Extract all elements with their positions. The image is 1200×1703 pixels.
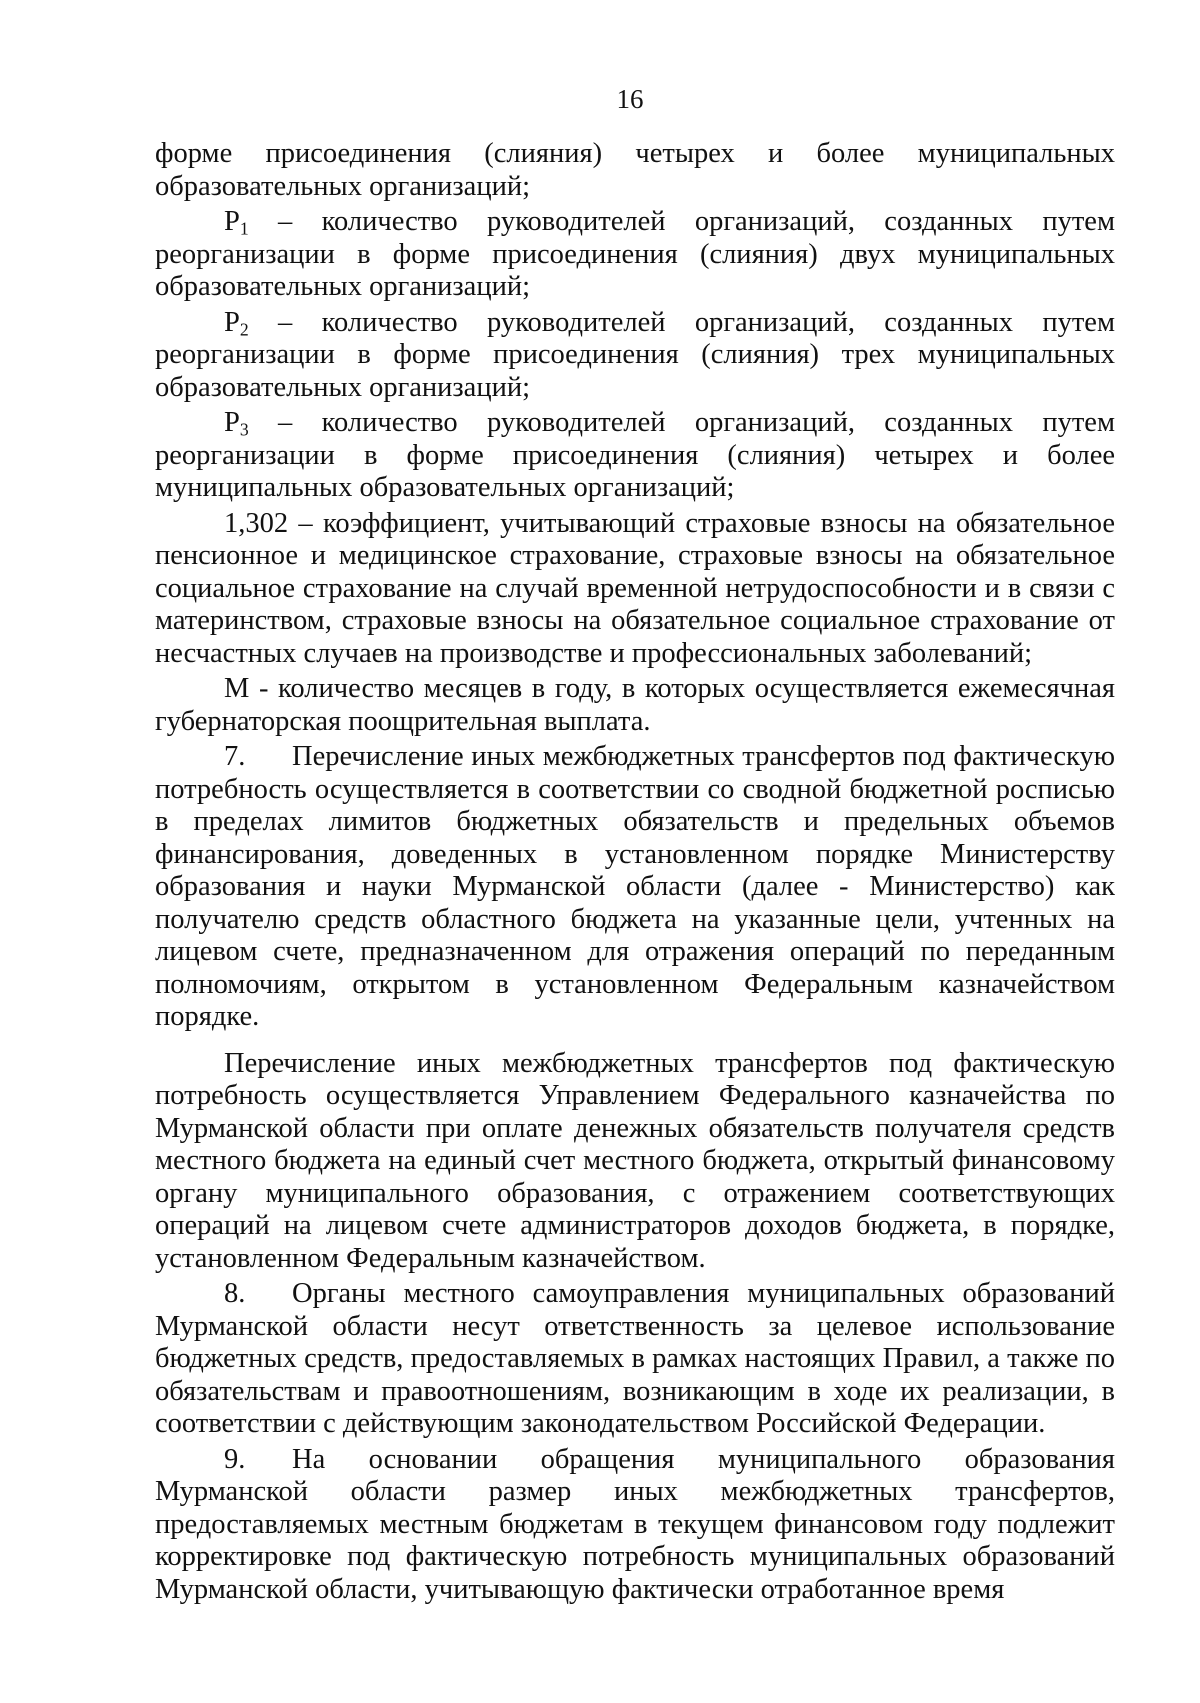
clause-7-continuation bbox=[155, 1048, 1115, 1276]
definition-text: – количество руководителей организаций, созданных путем реорганизации в форме присоединения (слияния) четырех и более муниципальных образовательных организаций; bbox=[155, 407, 1115, 503]
definition-p3 bbox=[155, 407, 1115, 505]
definition-text: 1,302 – коэффициент, учитывающий страховые взносы на обязательное пенсионное и медицинское страхование, страховые взносы на обязательное социальное страхование на случай временной нетрудоспособности и в связи с материнством, страховые взносы на обязательное социальное страхование от несчастных случаев на производстве и профессиональных заболеваний; bbox=[155, 507, 1115, 669]
formula-subscript: 3 bbox=[239, 419, 249, 440]
paragraph-continuation bbox=[155, 138, 1115, 203]
paragraph-text: форме присоединения (слияния) четырех и более муниципальных образовательных организаций; bbox=[155, 138, 1115, 202]
clause-text: На основании обращения муниципального образования Мурманской области размер иных межбюджетных трансфертов, предоставляемых местным бюджетам в текущем финансовом году подлежит корректировке под фактическую потребность муниципальных образований Мурманской области, учитывающую фактически отработанное время bbox=[155, 1443, 1115, 1605]
formula-symbol: P bbox=[224, 306, 240, 338]
formula-subscript: 2 bbox=[239, 318, 249, 339]
definition-text: М - количество месяцев в году, в которых осуществляется ежемесячная губернаторская поощрительная выплата. bbox=[155, 673, 1115, 737]
clause-number: 8. bbox=[224, 1278, 246, 1309]
paragraph-text: Перечисление иных межбюджетных трансфертов под фактическую потребность осуществляется Управлением Федерального казначейства по Мурманской области при оплате денежных обязательств получателя средств местного бюджета на единый счет местного бюджета, открытый финансовому органу муниципального образования, с отражением соответствующих операций на лицевом счете администраторов доходов бюджета, в порядке, установленном Федеральным казначейством. bbox=[155, 1047, 1115, 1274]
clause-text: Перечисление иных межбюджетных трансфертов под фактическую потребность осуществляется в соответствии со сводной бюджетной росписью в пределах лимитов бюджетных обязательств и предельных объемов финансирования, доведенных в установленном порядке Министерству образования и науки Мурманской области (далее - Министерство) как получателю средств областного бюджета на указанные цели, учтенных на лицевом счете, предназначенном для отражения операций по переданным полномочиям, открытом в установленном Федеральным казначейством порядке. bbox=[155, 741, 1115, 1032]
definition-coefficient bbox=[155, 508, 1115, 671]
clause-7 bbox=[155, 741, 1115, 1034]
formula-subscript: 1 bbox=[239, 218, 249, 239]
definition-text: – количество руководителей организаций, созданных путем реорганизации в форме присоединения (слияния) трех муниципальных образовательных организаций; bbox=[155, 306, 1115, 403]
definition-text: – количество руководителей организаций, созданных путем реорганизации в форме присоединения (слияния) двух муниципальных образовательных организаций; bbox=[155, 206, 1115, 302]
clause-number: 9. bbox=[224, 1443, 246, 1475]
definition-p2 bbox=[155, 307, 1115, 405]
clause-9 bbox=[155, 1444, 1115, 1607]
page-number: 16 bbox=[616, 84, 644, 114]
clause-number: 7. bbox=[224, 741, 246, 772]
formula-symbol: P bbox=[224, 407, 240, 438]
clause-text: Органы местного самоуправления муниципальных образований Мурманской области несут ответственность за целевое использование бюджетных средств, предоставляемых в рамках настоящих Правил, а также по обязательствам и правоотношениям, возникающим в ходе их реализации, в соответствии с действующим законодательством Российской Федерации. bbox=[155, 1278, 1115, 1439]
clause-8 bbox=[155, 1278, 1115, 1441]
definition-p1 bbox=[155, 206, 1115, 304]
definition-months bbox=[155, 673, 1115, 738]
formula-symbol: P bbox=[224, 206, 240, 237]
document-body bbox=[155, 138, 1115, 1606]
